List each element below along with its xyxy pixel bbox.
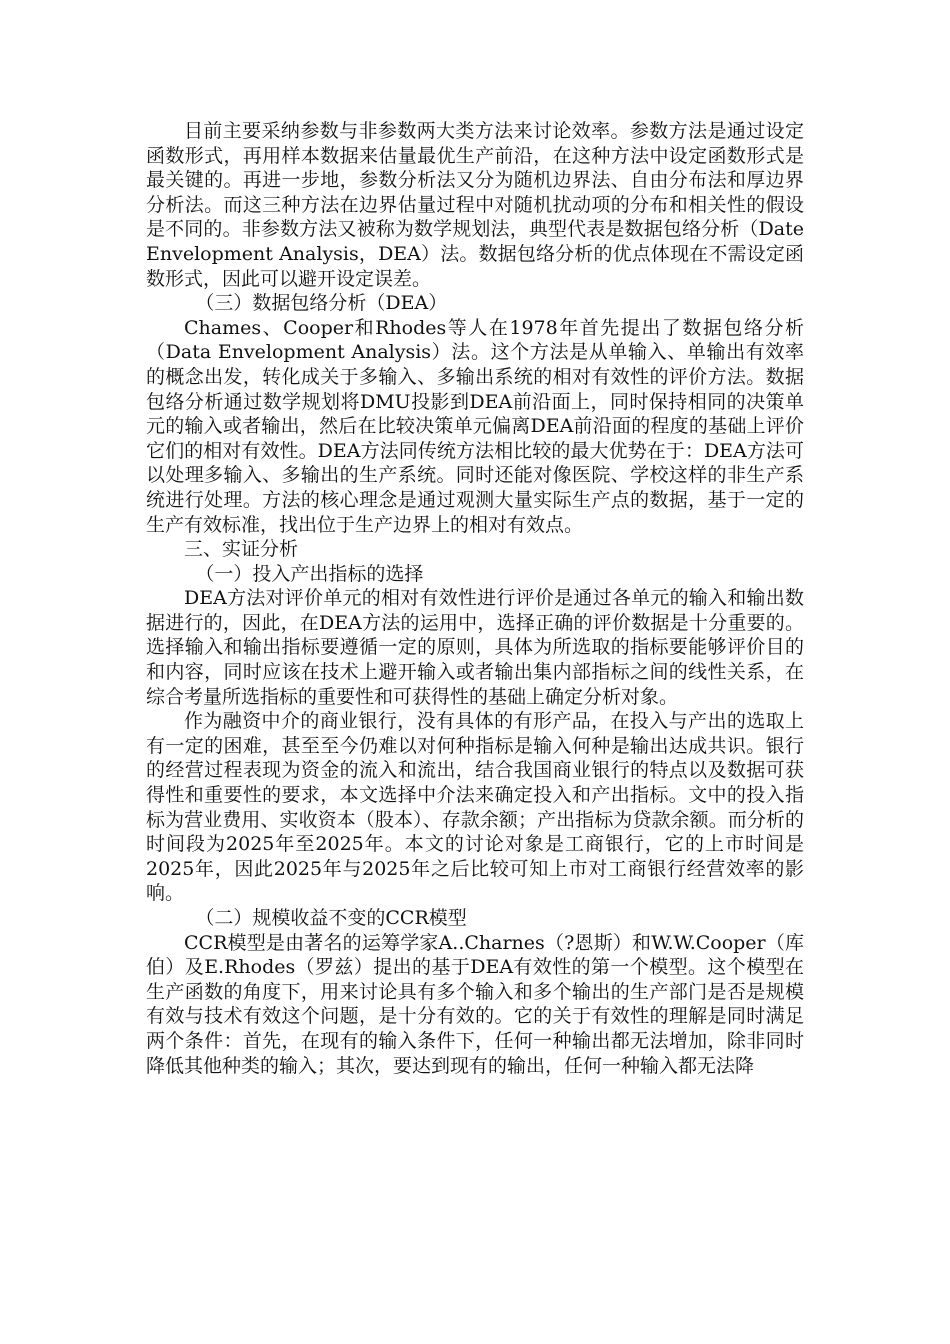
paragraph-efficiency-methods: 目前主要采纳参数与非参数两大类方法来讨论效率。参数方法是通过设定函数形式，再用样本数据来估量最优生产前沿，在这种方法中设定函数形式是最关键的。再进一步地，参数分析法又分为随机边界法、自由分布法和厚边界分析法。而这三种方法在边界估量过程中对随机扰动项的分布和相关性的假设是不同的。非参数方法又被称为数学规划法，典型代表是数据包络分析（Date Envelopment Analysis，DEA）法。数据包络分析的优点体现在不需设定函数形式，因此可以避开设定误差。: [146, 120, 804, 290]
section-heading-empirical: 三、实证分析: [184, 538, 299, 561]
document-body: [146, 119, 804, 1078]
subheading-dea: （三）数据包络分析（DEA）: [195, 292, 448, 315]
paragraph-dea-intro: Chames、Cooper和Rhodes等人在1978年首先提出了数据包络分析（Data Envelopment Analysis）法。这个方法是从单输入、单输出有效率的概念出发，转化成关于多输入、多输出系统的相对有效性的评价方法。数据包络分析通过数学规划将DMU投影到DEA前沿面上，同时保持相同的决策单元的输入或者输出，然后在比较决策单元偏离DEA前沿面的程度的基础上评价它们的相对有效性。DEA方法同传统方法相比较的最大优势在于：DEA方法可以处理多输入、多输出的生产系统。同时还能对像医院、学校这样的非生产系统进行处理。方法的核心理念是通过观测大量实际生产点的数据，基于一定的生产有效标准，找出位于生产边界上的相对有效点。: [146, 316, 804, 536]
subheading-input-output: （一）投入产出指标的选择: [195, 562, 424, 585]
paragraph-indicator-selection: DEA方法对评价单元的相对有效性进行评价是通过各单元的输入和输出数据进行的，因此，在DEA方法的运用中，选择正确的评价数据是十分重要的。选择输入和输出指标要遵循一定的原则，具体为所选取的指标要能够评价目的和内容，同时应该在技术上避开输入或者输出集内部指标之间的线性关系，在综合考量所选指标的重要性和可获得性的基础上确定分析对象。: [146, 587, 804, 708]
paragraph-bank-indicators: 作为融资中介的商业银行，没有具体的有形产品，在投入与产出的选取上有一定的困难，甚至至今仍难以对何种指标是输入何种是输出达成共识。银行的经营过程表现为资金的流入和流出，结合我国商业银行的特点以及数据可获得性和重要性的要求，本文选择中介法来确定投入和产出指标。文中的投入指标为营业费用、实收资本（股本）、存款余额；产出指标为贷款余额。而分析的时间段为2025年至2025年。本文的讨论对象是工商银行，它的上市时间是2025年，因此2025年与2025年之后比较可知上市对工商银行经营效率的影响。: [146, 710, 804, 905]
paragraph-ccr-description: CCR模型是由著名的运筹学家A..Charnes（?恩斯）和W.W.Cooper（库伯）及E.Rhodes（罗兹）提出的基于DEA有效性的第一个模型。这个模型在生产函数的角度下，用来讨论具有多个输入和多个输出的生产部门是否是规模有效与技术有效这个问题，是十分有效的。它的关于有效性的理解是同时满足两个条件：首先，在现有的输入条件下，任何一种输出都无法增加，除非同时降低其他种类的输入；其次，要达到现有的输出，任何一种输入都无法降: [146, 931, 804, 1077]
subheading-ccr-model: （二）规模收益不变的CCR模型: [195, 907, 467, 929]
